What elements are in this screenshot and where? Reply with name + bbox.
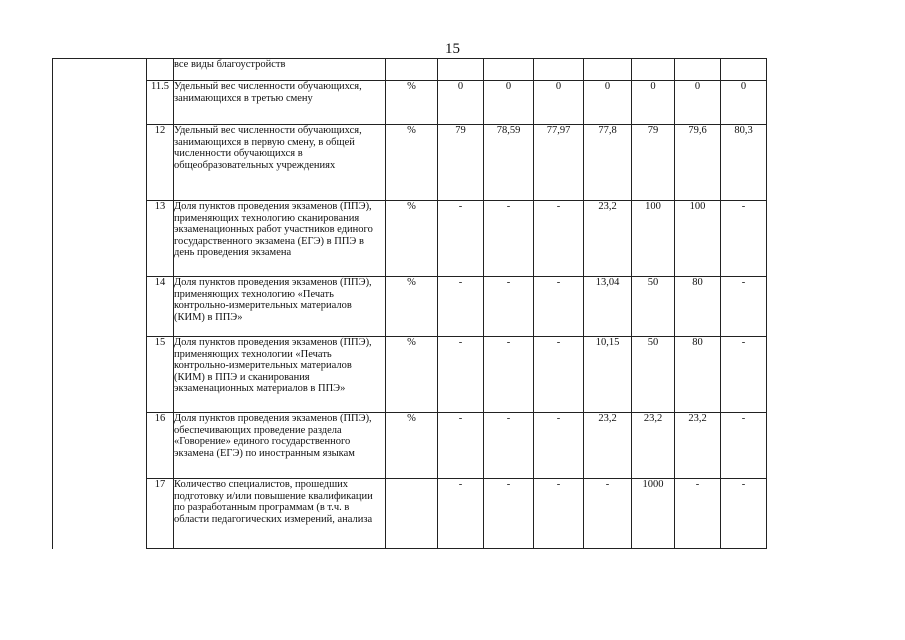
value-cell: - <box>721 479 767 549</box>
unit-cell <box>386 59 438 81</box>
table-row <box>53 125 767 201</box>
table-row <box>53 81 767 125</box>
unit-cell: % <box>386 337 438 413</box>
value-cell: 79,6 <box>675 125 721 201</box>
indicator-name: Удельный вес численности обучающихся, занимающихся в первую смену, в общей численности обучающихся в общеобразовательных учреждениях <box>174 125 386 201</box>
left-margin-cell <box>53 277 147 337</box>
left-margin-cell <box>53 125 147 201</box>
value-cell <box>675 59 721 81</box>
value-cell: 0 <box>675 81 721 125</box>
value-cell: 80 <box>675 277 721 337</box>
row-number: 16 <box>147 413 174 479</box>
value-cell <box>484 59 534 81</box>
indicator-name: Доля пунктов проведения экзаменов (ППЭ), применяющих технологии «Печать контрольно-измерительных материалов (КИМ) в ППЭ и сканирования экзаменационных материалов в ППЭ» <box>174 337 386 413</box>
value-cell: 78,59 <box>484 125 534 201</box>
value-cell: - <box>484 479 534 549</box>
value-cell: 10,15 <box>584 337 632 413</box>
value-cell: 79 <box>438 125 484 201</box>
value-cell: - <box>438 277 484 337</box>
value-cell <box>721 59 767 81</box>
row-number: 12 <box>147 125 174 201</box>
value-cell: 0 <box>484 81 534 125</box>
value-cell: - <box>584 479 632 549</box>
page-number: 15 <box>445 41 460 57</box>
left-margin-cell <box>53 81 147 125</box>
indicator-name: Доля пунктов проведения экзаменов (ППЭ), применяющих технологию «Печать контрольно-измерительных материалов (КИМ) в ППЭ» <box>174 277 386 337</box>
value-cell: - <box>534 337 584 413</box>
value-cell: 0 <box>632 81 675 125</box>
value-cell: - <box>438 413 484 479</box>
unit-cell: % <box>386 413 438 479</box>
row-number: 17 <box>147 479 174 549</box>
value-cell: 13,04 <box>584 277 632 337</box>
value-cell: 50 <box>632 277 675 337</box>
value-cell: - <box>721 277 767 337</box>
row-number: 14 <box>147 277 174 337</box>
value-cell: - <box>721 201 767 277</box>
value-cell: - <box>675 479 721 549</box>
table-row <box>53 337 767 413</box>
unit-cell: % <box>386 201 438 277</box>
value-cell: - <box>438 479 484 549</box>
value-cell: 0 <box>438 81 484 125</box>
value-cell: - <box>438 201 484 277</box>
value-cell: - <box>721 337 767 413</box>
unit-cell: % <box>386 125 438 201</box>
value-cell: 1000 <box>632 479 675 549</box>
value-cell: 100 <box>632 201 675 277</box>
left-margin-cell <box>53 59 147 81</box>
value-cell: - <box>534 277 584 337</box>
value-cell: 80 <box>675 337 721 413</box>
value-cell: 23,2 <box>584 413 632 479</box>
table-row <box>53 201 767 277</box>
value-cell: - <box>534 479 584 549</box>
value-cell <box>438 59 484 81</box>
left-margin-cell <box>53 337 147 413</box>
row-number <box>147 59 174 81</box>
indicator-name: Удельный вес численности обучающихся, занимающихся в третью смену <box>174 81 386 125</box>
indicator-name: Доля пунктов проведения экзаменов (ППЭ), обеспечивающих проведение раздела «Говорение» единого государственного экзамена (ЕГЭ) по иностранным языкам <box>174 413 386 479</box>
table-row <box>53 479 767 549</box>
left-margin-cell <box>53 479 147 549</box>
unit-cell: % <box>386 277 438 337</box>
indicator-name: все виды благоустройств <box>174 59 386 81</box>
value-cell: - <box>534 413 584 479</box>
value-cell: 23,2 <box>584 201 632 277</box>
row-number: 11.5 <box>147 81 174 125</box>
value-cell: - <box>484 201 534 277</box>
indicator-name: Количество специалистов, прошедших подготовку и/или повышение квалификации по разработанным программам (в т.ч. в области педагогических измерений, анализа <box>174 479 386 549</box>
left-margin-cell <box>53 201 147 277</box>
value-cell: - <box>721 413 767 479</box>
indicators-table <box>52 58 767 549</box>
unit-cell: % <box>386 81 438 125</box>
indicator-name: Доля пунктов проведения экзаменов (ППЭ), применяющих технологию сканирования экзаменационных работ участников единого государственного экзамена (ЕГЭ) в ППЭ в день проведения экзамена <box>174 201 386 277</box>
value-cell: - <box>484 277 534 337</box>
value-cell: 23,2 <box>632 413 675 479</box>
value-cell: - <box>534 201 584 277</box>
value-cell: 79 <box>632 125 675 201</box>
value-cell: 23,2 <box>675 413 721 479</box>
value-cell: 0 <box>584 81 632 125</box>
value-cell: 77,97 <box>534 125 584 201</box>
row-number: 13 <box>147 201 174 277</box>
row-number: 15 <box>147 337 174 413</box>
value-cell: - <box>484 337 534 413</box>
left-margin-cell <box>53 413 147 479</box>
value-cell: 80,3 <box>721 125 767 201</box>
value-cell <box>632 59 675 81</box>
value-cell <box>584 59 632 81</box>
value-cell: 77,8 <box>584 125 632 201</box>
value-cell: 50 <box>632 337 675 413</box>
value-cell: - <box>484 413 534 479</box>
value-cell: 0 <box>534 81 584 125</box>
table-row <box>53 413 767 479</box>
value-cell <box>534 59 584 81</box>
value-cell: 100 <box>675 201 721 277</box>
table-row <box>53 59 767 81</box>
table-row <box>53 277 767 337</box>
value-cell: - <box>438 337 484 413</box>
value-cell: 0 <box>721 81 767 125</box>
unit-cell <box>386 479 438 549</box>
